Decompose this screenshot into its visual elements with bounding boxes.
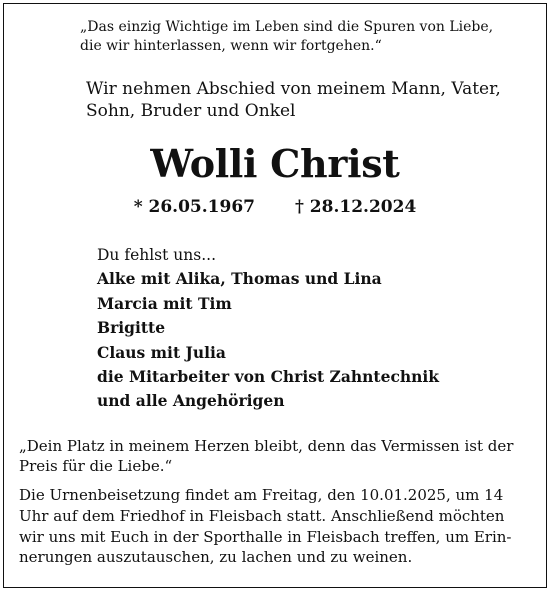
birth-date: * 26.05.1967 xyxy=(133,197,255,217)
farewell-intro-line: Sohn, Bruder und Onkel xyxy=(86,101,296,121)
mourner-entry: Marcia mit Tim xyxy=(97,293,232,313)
mourner-entry: und alle Angehörigen xyxy=(97,391,285,411)
deceased-name: Wolli Christ xyxy=(150,141,400,186)
service-line: Die Urnenbeisetzung findet am Freitag, den 10.01.2025, um 14 xyxy=(19,486,504,504)
closing-quote: „Dein Platz in meinem Herzen bleibt, denn das Vermissen ist der Preis für die Liebe.“ xyxy=(19,437,514,475)
funeral-service-info xyxy=(19,485,531,568)
mourner-entry: Brigitte xyxy=(97,318,166,338)
service-line: wir uns mit Euch in der Sporthalle in Fleisbach treffen, um Erin- xyxy=(19,527,512,546)
opening-quote-line: „Das einzig Wichtige im Leben sind die Spuren von Liebe, xyxy=(80,19,494,35)
mourner-entry: die Mitarbeiter von Christ Zahntechnik xyxy=(97,367,440,387)
service-line: Uhr auf dem Friedhof in Fleisbach statt. Anschließend möchten xyxy=(19,506,505,525)
life-dates xyxy=(0,196,550,218)
mourners-list xyxy=(97,243,517,414)
opening-quote-line: die wir hinterlassen, wenn wir fortgehen.“ xyxy=(80,38,382,54)
death-date: † 28.12.2024 xyxy=(295,197,417,217)
mourners-lead: Du fehlst uns... xyxy=(97,246,216,264)
opening-quote xyxy=(80,18,510,56)
farewell-intro-line: Wir nehmen Abschied von meinem Mann, Vater, xyxy=(86,79,501,99)
mourner-entry: Claus mit Julia xyxy=(97,342,226,362)
service-line: nerungen auszutauschen, zu lachen und zu weinen. xyxy=(19,548,413,567)
farewell-intro xyxy=(86,78,506,122)
mourner-entry: Alke mit Alika, Thomas und Lina xyxy=(97,269,382,289)
